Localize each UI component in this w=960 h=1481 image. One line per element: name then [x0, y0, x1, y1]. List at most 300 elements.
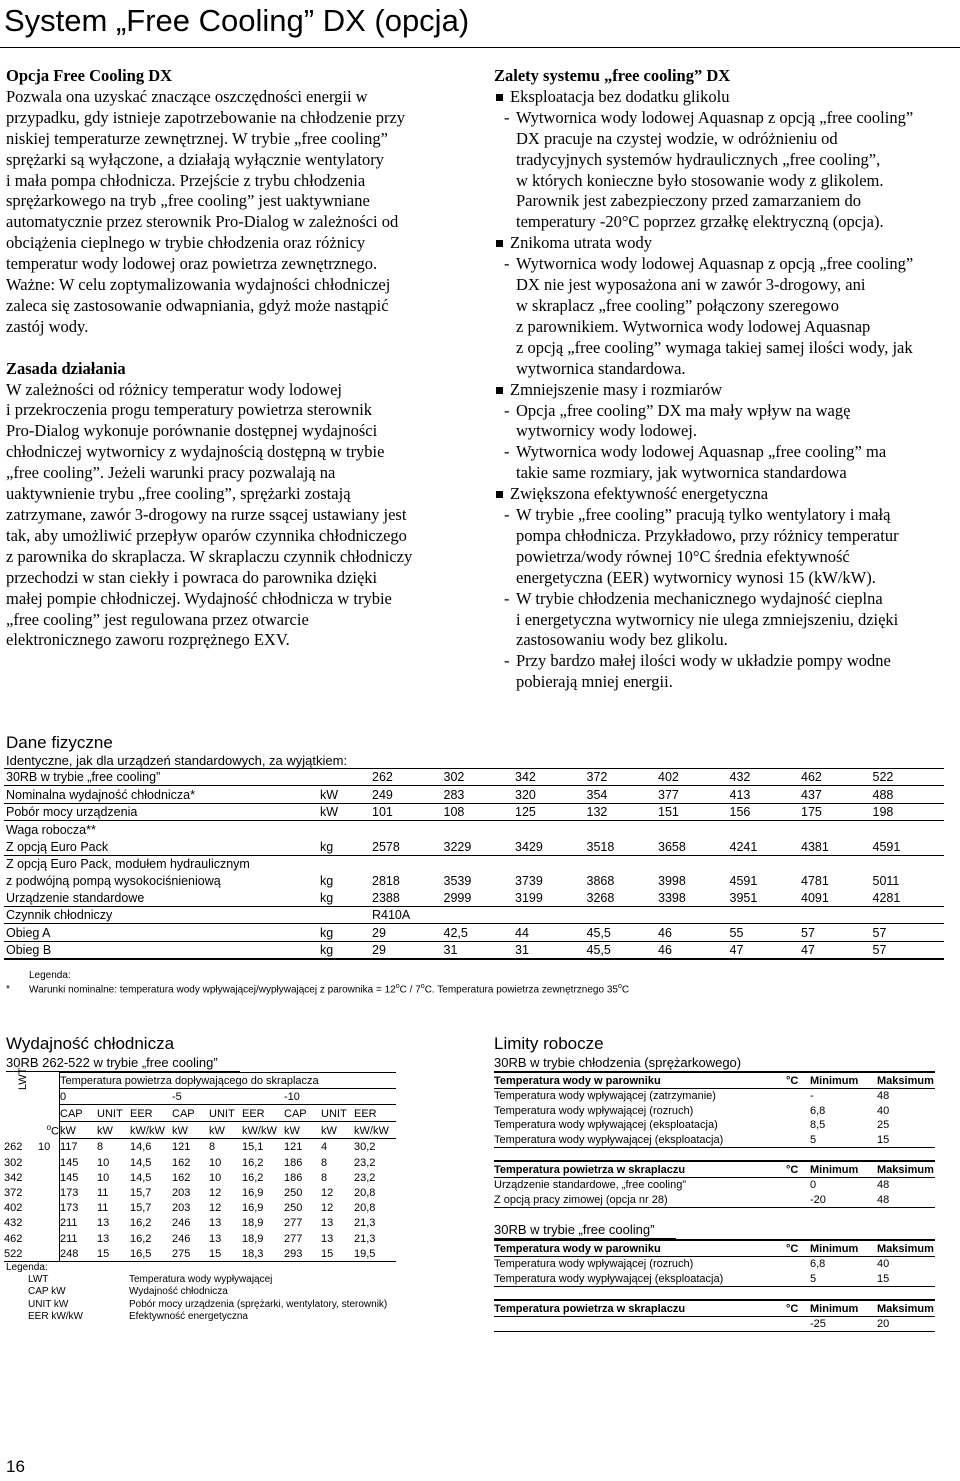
table-cell: 42,5	[444, 924, 516, 941]
table-cell: 29	[372, 924, 444, 941]
table-row	[4, 872, 944, 889]
table-cell: Temperatura wody wypływającej (eksploatacja)	[494, 1271, 786, 1286]
table-cell	[587, 855, 659, 872]
table-cell: 15,7	[130, 1202, 152, 1215]
table-row	[4, 1139, 396, 1155]
text-line: małej pompie chłodniczej. Wydajność chłodnicza w trybie	[6, 588, 392, 608]
table-cell: 402	[4, 1202, 23, 1215]
table-cell: 19,5	[354, 1246, 396, 1262]
table-cell: 3998	[658, 873, 686, 888]
table-cell: Z opcją Euro Pack, modułem hydraulicznym	[6, 856, 250, 871]
table-cell: 173	[60, 1200, 98, 1215]
table-cell: 47	[730, 941, 802, 959]
table-cell: 10	[209, 1156, 222, 1169]
table-cell: kW	[60, 1121, 98, 1139]
table-cell: 55	[730, 924, 802, 941]
wydajnosc-title: Wydajność chłodnicza	[6, 1034, 175, 1053]
table-cell: 4091	[801, 889, 873, 907]
table-cell: 3518	[587, 838, 659, 856]
text-line: i mała pompa chłodnicza. Przejście z trybu chłodzenia	[6, 170, 366, 190]
table-cell: 211	[60, 1230, 98, 1245]
table-cell: 377	[658, 786, 730, 803]
text-line: wytwornicy wody lodowej.	[516, 421, 698, 441]
table-row	[494, 1132, 935, 1147]
table-cell	[4, 1089, 38, 1105]
table-row	[4, 821, 944, 838]
right-column	[494, 66, 960, 693]
table-cell: 8	[209, 1141, 216, 1154]
table-cell: 162	[172, 1156, 191, 1169]
table-cell: 145	[60, 1170, 98, 1185]
table-cell: EER	[130, 1105, 172, 1121]
table-cell: 5	[810, 1271, 877, 1286]
table-cell: -10	[284, 1089, 396, 1105]
legend-row	[6, 1274, 387, 1286]
table-cell: Czynnik chłodniczy	[4, 906, 320, 923]
table-cell: 3199	[515, 889, 587, 907]
table-cell: 320	[515, 786, 587, 803]
table-row	[4, 1089, 396, 1105]
table-cell	[38, 1170, 60, 1185]
table-cell	[801, 821, 873, 838]
table-cell: 262	[372, 769, 444, 786]
table-cell: 44	[515, 924, 587, 941]
table-cell	[587, 906, 659, 923]
table-row	[4, 941, 944, 959]
legend-row	[6, 1311, 387, 1323]
table-cell: 23,2	[354, 1156, 376, 1169]
table-cell: 10	[209, 1171, 222, 1184]
table-cell: -	[810, 1090, 814, 1103]
table-cell: 173	[60, 1185, 98, 1200]
table-cell: 277	[284, 1217, 303, 1230]
table-cell: 18,9	[242, 1232, 264, 1245]
opcja-heading: Opcja Free Cooling DX	[6, 66, 173, 85]
table-cell: Pobór mocy urządzenia	[4, 803, 320, 820]
table-cell: 29	[372, 941, 444, 959]
table-cell: 101	[372, 803, 444, 820]
opcja-paragraph	[6, 87, 476, 338]
table-cell: 3539	[443, 873, 472, 888]
table-cell: 16,9	[242, 1186, 264, 1199]
table-cell: 108	[444, 803, 516, 820]
limity-subtitle-cooling: 30RB w trybie chłodzenia (sprężarkowego)	[494, 1055, 768, 1072]
table-cell: kg	[320, 941, 372, 959]
table-cell: 57	[873, 941, 945, 959]
table-cell	[730, 906, 802, 923]
bullet-text: Zmniejszenie masy i rozmiarów	[510, 379, 723, 399]
table-cell: 20	[877, 1316, 935, 1332]
table-cell: 45,5	[587, 941, 659, 959]
table-cell	[494, 1316, 786, 1332]
table-cell: 14,5	[130, 1156, 152, 1169]
table-cell: CAP	[172, 1105, 209, 1121]
table-cell: 4241	[730, 838, 802, 856]
table-cell: 151	[658, 803, 730, 820]
table-row	[4, 1105, 396, 1121]
text-line: Parownik jest zabezpieczony przed zamarzaniem do	[516, 191, 861, 211]
table-cell: 402	[658, 769, 730, 786]
table-cell: 249	[372, 786, 444, 803]
legend-key: EER kW/kW	[28, 1310, 83, 1322]
table-cell: 46	[658, 924, 730, 941]
table-cell: 302	[444, 769, 516, 786]
text-line: zaleca się zastosowanie odwapniania, gdyż może nastąpić	[6, 295, 389, 315]
table-cell: kW	[321, 1121, 354, 1139]
dane-fizyczne-table	[4, 768, 944, 960]
legend-value: Wydajność chłodnicza	[129, 1286, 228, 1298]
table-cell: 40	[877, 1104, 890, 1117]
degree-sup: o	[46, 1123, 52, 1133]
page-title: System „Free Cooling” DX (opcja)	[4, 3, 470, 38]
table-cell: 20,8	[354, 1186, 376, 1199]
text-line: przypadku, gdy istnieje zapotrzebowanie na chłodzenie przy	[6, 107, 406, 127]
table-cell: 20,8	[354, 1202, 376, 1215]
table-cell: 372	[4, 1186, 23, 1199]
text-line: uaktywnienie trybu „free cooling”, sprężarki zostają	[6, 484, 351, 504]
text-line: zastój wody.	[6, 316, 89, 336]
table-cell: Obieg B	[4, 941, 320, 959]
table-cell: UNIT	[209, 1105, 242, 1121]
table-cell: 125	[515, 803, 587, 820]
zasada-heading: Zasada działania	[6, 358, 126, 378]
table-header-row	[494, 1240, 935, 1256]
table-cell: 121	[284, 1141, 303, 1154]
table-header-cell: Minimum	[810, 1300, 877, 1316]
table-cell: 46	[658, 941, 730, 959]
table-cell: 12	[321, 1202, 334, 1215]
table-cell	[786, 1271, 810, 1286]
table-cell: Temperatura wody wpływającej (rozruch)	[494, 1104, 694, 1117]
table-cell: 246	[172, 1217, 191, 1230]
table-header-cell: Temperatura powietrza w skraplaczu	[494, 1161, 786, 1177]
left-column	[6, 66, 476, 651]
table-cell: 31	[444, 941, 516, 959]
table-cell	[320, 855, 372, 872]
table-header-row	[494, 1300, 935, 1316]
table-cell: 14,6	[130, 1141, 152, 1154]
bullet-item	[494, 380, 960, 401]
bullet-text: Eksploatacja bez dodatku glikolu	[510, 86, 730, 106]
table-cell: Nominalna wydajność chłodnicza*	[4, 786, 320, 803]
wydajnosc-table	[4, 1072, 396, 1262]
dash-item: - Wytwornica wody lodowej Aquasnap „free cooling” ma takie same rozmiary, jak wytwornica standardowa	[504, 442, 887, 483]
table-cell	[786, 1177, 810, 1192]
legend-label: Legenda:	[6, 1262, 48, 1273]
table-cell: Urządzenie standardowe	[4, 889, 320, 907]
table-cell: 211	[60, 1215, 98, 1230]
table-cell	[658, 821, 730, 838]
text-line: Pozwala ona uzyskać znaczące oszczędności energii w	[6, 86, 368, 106]
table-cell: kg	[320, 873, 334, 888]
table-row	[4, 924, 944, 941]
table-cell	[38, 1246, 60, 1262]
table-cell: 342	[515, 769, 587, 786]
table-cell	[38, 1230, 60, 1245]
table-cell: 57	[873, 924, 945, 941]
table-cell: 3229	[444, 838, 516, 856]
table-row	[4, 803, 944, 820]
table-cell	[730, 855, 802, 872]
table-cell: kW/kW	[130, 1121, 172, 1139]
table-cell	[730, 821, 802, 838]
limity-subtitle-free-cooling: 30RB w trybie „free cooling”	[494, 1222, 676, 1239]
table-cell: 121	[172, 1141, 191, 1154]
table-cell: 2578	[372, 838, 444, 856]
table-cell: -20	[810, 1192, 877, 1207]
table-row	[494, 1192, 935, 1207]
table-cell	[444, 855, 516, 872]
table-cell: 3429	[515, 838, 587, 856]
table-cell: 302	[4, 1156, 23, 1169]
table-row	[494, 1118, 935, 1133]
table-cell: 18,3	[242, 1246, 284, 1262]
limity-table-2	[494, 1160, 935, 1208]
table-cell: 4	[321, 1141, 328, 1154]
table-cell: 10	[97, 1156, 110, 1169]
table-cell: 8	[321, 1156, 328, 1169]
text-line: zatrzymane, zawór 3-drogowy na rurze ssącej ustawiany jest	[6, 505, 407, 525]
table-cell	[515, 855, 587, 872]
bullet-item	[494, 233, 960, 254]
text-line: DX nie jest wyposażona ani w zawór 3-drogowy, ani	[516, 275, 866, 295]
text-line: Wytwornica wody lodowej Aquasnap „free cooling” ma	[516, 442, 887, 462]
table-cell	[372, 821, 444, 838]
bullet-item	[494, 484, 960, 505]
table-cell: 186	[284, 1171, 303, 1184]
table-cell: 293	[284, 1246, 321, 1262]
dash-item: - Wytwornica wody lodowej Aquasnap z opcją „free cooling” DX nie jest wyposażona ani w zawór 3-drogowy, ani w skraplacz „free cooling” połączony szeregowo z parownikiem. Wytwornica wody lodowej Aquasnap z opcją „free cooling” wymaga takiej samej ilości wody, jak wytwornica standardowa.	[504, 254, 914, 378]
table-cell: 372	[587, 769, 659, 786]
bullet-square-icon	[496, 240, 503, 247]
dash-item: - Wytwornica wody lodowej Aquasnap z opcją „free cooling” DX pracuje na czystej wodzie, w odróżnieniu od tradycyjnych systemów hydraulicznych „free cooling”, w których konieczne było stosowanie wody z glikolem. Parownik jest zabezpieczony przed zamarzaniem do temperatury -20°C poprzez grzałkę elektryczną (opcja).	[504, 107, 914, 232]
table-cell: 283	[444, 786, 516, 803]
table-cell: 21,3	[354, 1217, 376, 1230]
table-header-cell: °C	[786, 1072, 810, 1088]
table-header-cell: Minimum	[810, 1240, 877, 1256]
table-cell: 13	[97, 1232, 110, 1245]
table-cell	[4, 1105, 38, 1121]
table-cell	[38, 1200, 60, 1215]
table-cell: 12	[321, 1186, 334, 1199]
table-row	[4, 1215, 396, 1230]
table-cell: UNIT	[97, 1105, 130, 1121]
text-line: z opcją „free cooling” wymaga takiej samej ilości wody, jak	[516, 337, 913, 357]
table-cell: 275	[172, 1246, 209, 1262]
table-cell: 246	[172, 1232, 191, 1245]
table-cell: 432	[4, 1217, 23, 1230]
table-cell	[658, 906, 730, 923]
table-cell: kg	[320, 924, 372, 941]
table-cell: Temperatura wody wpływającej (eksploatacja)	[494, 1119, 718, 1132]
bullet-text: Zwiększona efektywność energetyczna	[510, 484, 769, 504]
table-row	[4, 769, 944, 786]
table-cell: 12	[209, 1186, 222, 1199]
table-cell: kg	[320, 838, 372, 856]
table-cell	[587, 821, 659, 838]
table-cell	[320, 821, 372, 838]
table-cell	[444, 821, 516, 838]
table-cell: 15	[877, 1132, 935, 1147]
table-cell: UNIT	[321, 1105, 354, 1121]
table-cell	[873, 906, 945, 923]
table-cell: 13	[209, 1217, 222, 1230]
table-cell: 3268	[587, 889, 659, 907]
table-row	[4, 1200, 396, 1215]
table-cell: 15,1	[242, 1141, 264, 1154]
limity-table-4	[494, 1299, 935, 1332]
table-header-cell: Maksimum	[877, 1161, 935, 1177]
text-line: chłodniczej wytwornicy z wydajnością dostępną w trybie	[6, 442, 385, 462]
table-cell: EER	[242, 1105, 284, 1121]
text-line: energetyczna (EER) wytwornicy wynosi 15 (kW/kW).	[516, 567, 876, 587]
table-cell: 10	[38, 1141, 51, 1154]
legend-value: Efektywność energetyczna	[129, 1310, 248, 1322]
table-cell: -5	[172, 1089, 284, 1105]
table-row	[4, 1170, 396, 1185]
title-divider	[0, 47, 960, 48]
table-cell: 6,8	[810, 1104, 826, 1117]
text-line: sprężarkowego na tryb „free cooling” jest uaktywniane	[6, 191, 370, 211]
lwt-axis-label: LWT	[17, 1067, 29, 1090]
table-cell: 3658	[658, 838, 730, 856]
table-cell: 4281	[873, 889, 945, 907]
text-line: niskiej temperaturze zewnętrznej. W trybie „free cooling”	[6, 128, 388, 148]
table-header-cell: Maksimum	[877, 1072, 935, 1088]
table-cell: 342	[4, 1171, 23, 1184]
text-line: „free cooling”. Jeżeli warunki pracy pozwalają na	[6, 463, 336, 483]
bullet-text: Znikoma utrata wody	[510, 233, 653, 253]
table-header-cell: Temperatura powietrza w skraplaczu	[494, 1300, 786, 1316]
table-cell: 15	[321, 1246, 354, 1262]
table-cell	[786, 1132, 810, 1147]
table-cell: 12	[209, 1202, 222, 1215]
table-cell: 47	[801, 941, 873, 959]
table-cell: 0	[60, 1089, 173, 1105]
table-cell: 30RB w trybie „free cooling”	[4, 769, 320, 786]
table-cell: kW	[209, 1121, 242, 1139]
table-header-cell: °C	[786, 1240, 810, 1256]
table-row	[4, 1230, 396, 1245]
legend-key: UNIT kW	[28, 1298, 69, 1310]
table-cell: Urządzenie standardowe, „free cooling”	[494, 1179, 686, 1192]
table-header-cell: Temperatura wody w parowniku	[494, 1240, 786, 1256]
table-cell: 262	[4, 1141, 23, 1154]
text-line: elektronicznego zaworu rozprężnego EXV.	[6, 630, 290, 650]
limity-table-1	[494, 1071, 935, 1148]
table-cell: 16,2	[130, 1217, 152, 1230]
table-row	[4, 838, 944, 856]
table-cell: kW/kW	[242, 1121, 284, 1139]
table-cell: 432	[730, 769, 802, 786]
dash-item: - W trybie „free cooling” pracują tylko wentylatory i małą pompa chłodnicza. Przykładowo, przy różnicy temperatur powietrza/wody równej 10°C średnia efektywność energetyczna (EER) wytwornicy wynosi 15 (kW/kW).	[504, 505, 899, 587]
table-cell: 40	[877, 1258, 890, 1271]
table-cell	[38, 1154, 60, 1169]
table-cell	[515, 906, 587, 923]
table-cell: 8	[321, 1171, 328, 1184]
table-cell: Temperatura wody wpływającej (rozruch)	[494, 1258, 694, 1271]
table-row	[494, 1088, 935, 1103]
table-cell: 277	[284, 1232, 303, 1245]
table-cell	[801, 855, 873, 872]
table-cell: -25	[810, 1316, 877, 1332]
table-cell: 4591	[873, 838, 945, 856]
table-row	[4, 1246, 396, 1262]
table-cell: 203	[172, 1186, 191, 1199]
text-line: Wytwornica wody lodowej Aquasnap z opcją „free cooling”	[516, 107, 914, 127]
table-cell: kW	[320, 803, 372, 820]
table-cell: kW	[284, 1121, 321, 1139]
table-cell: 30,2	[354, 1141, 376, 1154]
table-cell	[873, 821, 945, 838]
table-cell: 437	[801, 786, 873, 803]
wydajnosc-legend	[6, 1262, 387, 1323]
table-cell	[38, 1089, 60, 1105]
text-line: Pro-Dialog wykonuje porównanie dostępnej wydajności	[6, 421, 378, 441]
bullet-item	[494, 87, 960, 108]
table-header-row	[494, 1072, 935, 1088]
table-header-cell: Maksimum	[877, 1240, 935, 1256]
table-cell	[786, 1103, 810, 1118]
table-cell	[786, 1256, 810, 1271]
text-line: temperatur wody lodowej oraz powietrza zewnętrznego.	[6, 254, 378, 274]
table-cell	[320, 906, 372, 923]
table-cell: 3398	[658, 889, 730, 907]
dane-fizyczne-title: Dane fizyczne	[6, 733, 113, 752]
table-cell: 488	[873, 786, 945, 803]
table-cell	[786, 1118, 810, 1133]
text-line: takie same rozmiary, jak wytwornica standardowa	[516, 463, 847, 483]
table-cell	[38, 1073, 60, 1089]
table-cell: kW	[172, 1121, 209, 1139]
dash-item: - Przy bardzo małej ilości wody w układzie pompy wodne pobierają mniej energii.	[504, 651, 891, 692]
table-row	[4, 906, 944, 923]
legend-label: Legenda:	[29, 970, 71, 981]
table-cell: 162	[172, 1171, 191, 1184]
table-cell	[786, 1088, 810, 1103]
table-cell: 522	[873, 769, 945, 786]
text-line: pompa chłodnicza. Przykładowo, przy różnicy temperatur	[516, 525, 899, 545]
zalety-heading: Zalety systemu „free cooling” DX	[494, 66, 731, 85]
text-line: W zależności od różnicy temperatur wody lodowej	[6, 379, 342, 399]
table-cell: 15,7	[130, 1186, 152, 1199]
bullet-square-icon	[496, 491, 503, 498]
table-cell: 16,2	[130, 1232, 152, 1245]
table-cell: EER	[354, 1105, 396, 1121]
table-cell: CAP	[60, 1105, 98, 1121]
text-line: pobierają mniej energii.	[516, 672, 673, 692]
table-cell: 8	[97, 1141, 104, 1154]
table-cell	[38, 1185, 60, 1200]
text-line: powietrza/wody równej 10°C średnia efektywność	[516, 546, 850, 566]
table-cell: kW/kW	[354, 1121, 396, 1139]
legend-value: Pobór mocy urządzenia (sprężarki, wentylatory, sterownik)	[129, 1298, 388, 1310]
text-line: W trybie „free cooling” pracują tylko wentylatory i małą	[516, 505, 891, 525]
table-cell: 4591	[729, 873, 758, 888]
table-cell: 3951	[730, 889, 802, 907]
legend-row	[6, 1299, 387, 1311]
text-line: sprężarki są wyłączone, a działają wyłącznie wentylatory	[6, 149, 384, 169]
limity-table-3	[494, 1239, 935, 1287]
table-header-cell: °C	[786, 1300, 810, 1316]
table-cell: Z opcją Euro Pack	[4, 838, 320, 856]
table-row	[4, 1073, 396, 1089]
table-cell: 14,5	[130, 1171, 152, 1184]
table-cell	[320, 769, 372, 786]
table-cell: kg	[320, 889, 372, 907]
dash-item: - W trybie chłodzenia mechanicznego wydajność cieplna i energetyczna wytwornicy nie ulega zmniejszeniu, dzięki zastosowaniu wody bez glikolu.	[504, 588, 899, 650]
table-cell: 5	[810, 1132, 877, 1147]
